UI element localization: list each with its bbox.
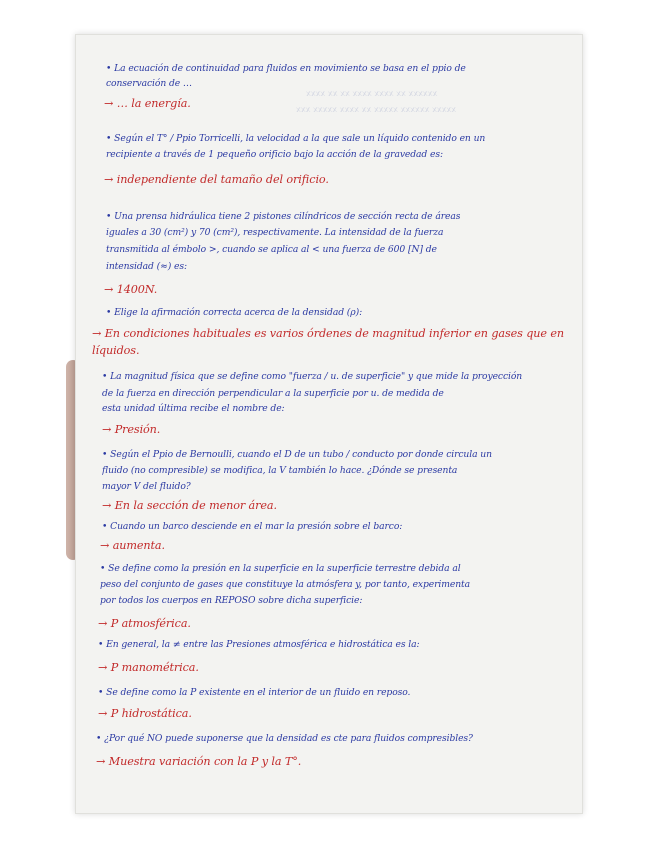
answer-line: → P manométrica. <box>98 661 199 674</box>
question-line: • Cuando un barco desciende en el mar la presión sobre el barco: <box>102 521 403 532</box>
answer-line: → … la energía. <box>104 97 191 110</box>
question-line: • Se define como la P existente en el interior de un fluido en reposo. <box>98 687 411 698</box>
question-line: • La magnitud física que se define como "fuerza / u. de superficie" y que mide la proyección <box>102 371 523 382</box>
question-line: de la fuerza en dirección perpendicular a la superficie por u. de medida de <box>102 388 444 399</box>
question-line: por todos los cuerpos en REPOSO sobre dicha superficie: <box>100 595 363 606</box>
question-line: • ¿Por qué NO puede suponerse que la densidad es cte para fluidos compresibles? <box>96 733 473 744</box>
question-line: intensidad (≈) es: <box>106 261 187 272</box>
answer-line: → P atmosférica. <box>98 617 191 630</box>
question-line: fluido (no compresible) se modifica, la V también lo hace. ¿Dónde se presenta <box>102 465 458 476</box>
question-line: esta unidad última recibe el nombre de: <box>102 403 285 414</box>
question-line: • Según el T° / Ppio Torricelli, la velocidad a la que sale un líquido contenido en un <box>106 133 486 144</box>
answer-line: → Muestra variación con la P y la T°. <box>96 755 302 768</box>
question-line: mayor V del fluido? <box>102 481 191 492</box>
question-line: • En general, la ≠ entre las Presiones atmosférica e hidrostática es la: <box>98 639 420 650</box>
answer-line: → 1400N. <box>104 283 158 296</box>
answer-line: → En condiciones habituales es varios órdenes de magnitud inferior en gases que en <box>92 327 564 340</box>
answer-line: → aumenta. <box>100 539 165 552</box>
answer-line: → En la sección de menor área. <box>102 499 277 512</box>
question-line: conservación de … <box>106 78 192 89</box>
answer-line: → P hidrostática. <box>98 707 192 720</box>
question-line: • Una prensa hidráulica tiene 2 pistones cilíndricos de sección recta de áreas <box>106 211 461 222</box>
question-line: • La ecuación de continuidad para fluidos en movimiento se basa en el ppio de <box>106 63 466 74</box>
answer-line: → Presión. <box>102 423 161 436</box>
bleed-through-text: xxxxxx xx xxxx xxxx xx xx xxxx <box>306 89 438 99</box>
question-line: • Según el Ppio de Bernoulli, cuando el D de un tubo / conducto por donde circula un <box>102 449 492 460</box>
question-line: iguales a 30 (cm²) y 70 (cm²), respectivamente. La intensidad de la fuerza <box>106 227 444 238</box>
question-line: • Elige la afirmación correcta acerca de la densidad (ρ): <box>106 307 363 318</box>
handwritten-notes-page <box>75 34 583 814</box>
question-line: transmitida al émbolo >, cuando se aplica al < una fuerza de 600 [N] de <box>106 244 437 255</box>
question-line: • Se define como la presión en la superficie en la superficie terrestre debida al <box>100 563 461 574</box>
question-line: peso del conjunto de gases que constituye la atmósfera y, por tanto, experimenta <box>100 579 471 590</box>
answer-line: → independiente del tamaño del orificio. <box>104 173 329 186</box>
bleed-through-text: xxxxx xxxxxx xxxxx xx xxxx xxxxx xxx <box>296 105 457 115</box>
answer-line: líquidos. <box>92 344 140 357</box>
question-line: recipiente a través de 1 pequeño orificio bajo la acción de la gravedad es: <box>106 149 443 160</box>
